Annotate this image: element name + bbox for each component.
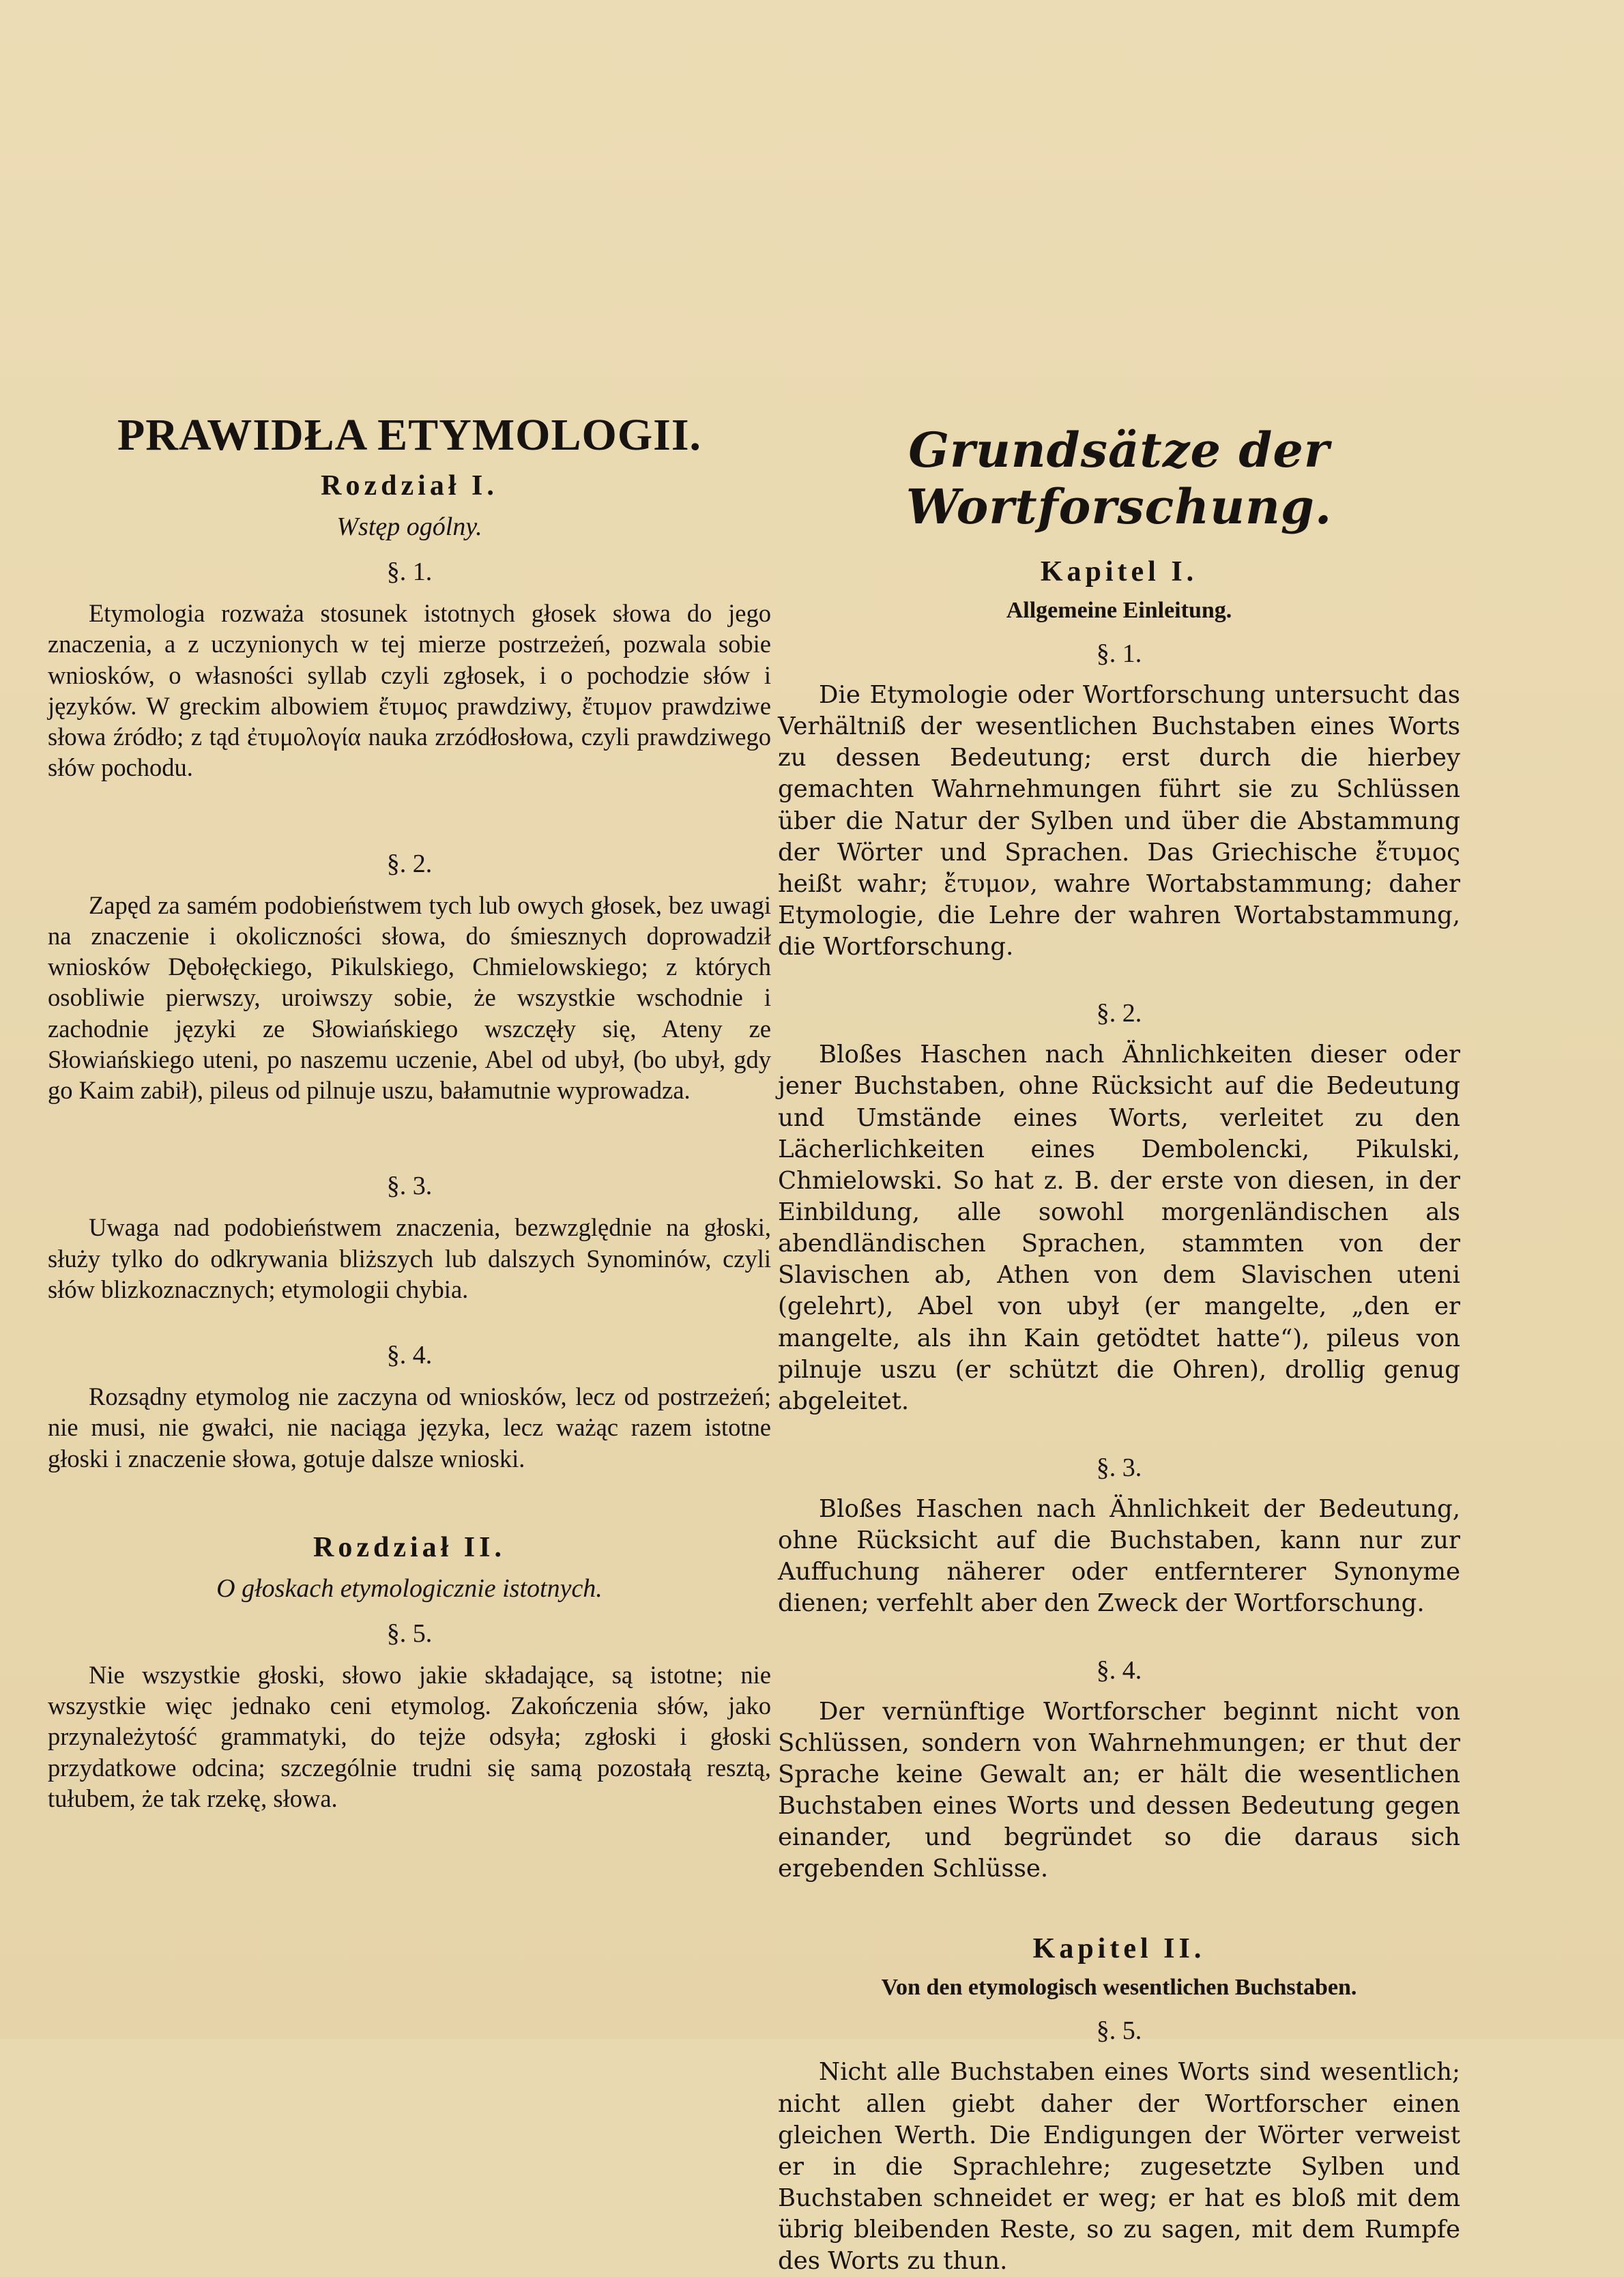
polish-section-2-text: Zapęd za samém podobieństwem tych lub owych głosek, bez uwagi na znaczenie i okoliczności słowa, do śmiesznych doprowadził wniosków Dębołęckiego, Pikulskiego, Chmielowskiego; z których osobliwie pierwszy, uroiwszy sobie, że wszystkie wschodnie i zachodnie języki ze Słowiańskiego wszczęły się, Ateny ze Słowiańskiego uteni, po naszemu uczenie, Abel od ubył, (bo ubył, gdy go Kaim zabił), pileus od pilnuje uszu, bałamutnie wyprowadza. [48, 890, 771, 1104]
polish-chapter-1-heading: Rozdział I. [321, 470, 498, 502]
polish-title: PRAWIDŁA ETYMOLOGII. [117, 410, 702, 460]
polish-chapter-2-heading: Rozdział II. [313, 1531, 506, 1563]
polish-chapter-2-subtitle: O głoskach etymologicznie istotnych. [216, 1573, 603, 1603]
polish-section-5-number: §. 5. [386, 1619, 433, 1648]
polish-section-5-text: Nie wszystkie głoski, słowo jakie składające, są istotne; nie wszystkie więc jednako ceni etymolog. Zakończenia słów, jako przynależytość grammatyki, do tejże odsyła; zgłoski i głoski przydatkowe odcina; szczególnie trudni się samą pozostałą resztą, tułubem, że tak rzekę, słowa. [48, 1660, 771, 1812]
german-section-4-text: Der vernünftige Wortforscher beginnt nicht von Schlüssen, sondern von Wahrnehmungen; er thut der Sprache keine Gewalt an; er hält die wesentlichen Buchstaben eines Worts und dessen Bedeutung gegen einander, und begründet so die daraus sich ergebenden Schlüsse. [778, 1697, 1460, 1883]
polish-section-3-text: Uwaga nad podobieństwem znaczenia, bezwzględnie na głoski, służy tylko do odkrywania bliższych lub dalszych Synominów, czyli słów blizkoznacznych; etymologii chybia. [48, 1213, 771, 1303]
german-section-2-text: Bloßes Haschen nach Ähnlichkeiten dieser oder jener Buchstaben, ohne Rücksicht auf die Bedeutung und Umstände eines Worts, verleitet zu den Lächerlichkeiten eines Dembolencki, Pikulski, Chmielowski. So hat z. B. der erste von diesen, in der Einbildung, alle sowohl morgenländischen als abendländischen Sprachen, stammten von der Slavischen ab, Athen von dem Slavischen uteni (gelehrt), Abel von ubył (er mangelte, „den er mangelte, als ihn Kain getödtet hatte“), pileus von pilnuje uszu (er schützt die Ohren), drollig genug abgeleitet. [778, 1041, 1460, 1415]
polish-section-1-number: §. 1. [386, 557, 433, 586]
german-chapter-1-heading: Kapitel I. [1040, 556, 1198, 588]
polish-section-4-number: §. 4. [386, 1341, 433, 1369]
german-section-1-number: §. 1. [1096, 639, 1142, 668]
german-section-3-text: Bloßes Haschen nach Ähnlichkeit der Bedeutung, ohne Rücksicht auf die Buchstaben, kann nur zur Auffuchung näherer oder entfernterer Synonyme dienen; verfehlt aber den Zweck der Wortforschung. [778, 1494, 1460, 1618]
german-section-4-number: §. 4. [1096, 1655, 1142, 1685]
german-section-5-text: Nicht alle Buchstaben eines Worts sind wesentlich; nicht allen giebt daher der Wortforscher einen gleichen Werth. Die Endigungen der Wörter verweist er in die Sprachlehre; zugesetzte Sylben und Buchstaben schneidet er weg; er hat es bloß mit dem übrig bleibenden Reste, so zu sagen, mit dem Rumpfe des Worts zu thun. [778, 2058, 1460, 2276]
german-title: Grundsätze der Wortforschung. [905, 422, 1333, 535]
german-section-2-number: §. 2. [1096, 999, 1142, 1028]
german-chapter-2-heading: Kapitel II. [1032, 1933, 1206, 1965]
german-chapter-2-subtitle: Von den etymologisch wesentlichen Buchstaben. [881, 1975, 1357, 2001]
polish-section-1-text: Etymologia rozważa stosunek istotnych głosek słowa do jego znaczenia, a z uczynionych w tej mierze postrzeżeń, pozwala sobie wniosków, o własności syllab czyli zgłosek, i o pochodzie słów i języków. W greckim albowiem ἔτυμος prawdziwy, ἔτυμον prawdziwe słowa źródło; z tąd ἐτυμολογία nauka zrzódłosłowa, czyli prawdziwego słów pochodu. [48, 599, 771, 782]
german-column [778, 409, 1460, 2277]
polish-section-2-number: §. 2. [386, 849, 433, 878]
german-section-5-number: §. 5. [1096, 2016, 1142, 2046]
polish-chapter-1-subtitle: Wstęp ogólny. [336, 512, 482, 541]
german-section-1-text: Die Etymologie oder Wortforschung untersucht das Verhältniß der wesentlichen Buchstaben eines Worts zu dessen Bedeutung; erst durch die hierbey gemachten Wahrnehmungen führt sie zu Schlüssen über die Natur der Sylben und über die Abstammung der Wörter und Sprachen. Das Griechische ἔτυμος heißt wahr; ἔτυμον, wahre Wortabstammung; daher Etymologie, die Lehre der wahren Wortabstammung, die Wortforschung. [778, 681, 1460, 961]
polish-section-4-text: Rozsądny etymolog nie zaczyna od wniosków, lecz od postrzeżeń; nie musi, nie gwałci, nie naciąga języka, lecz ważąc razem istotne głoski i znaczenie słowa, gotuje dalsze wnioski. [48, 1382, 771, 1473]
polish-section-3-number: §. 3. [386, 1172, 433, 1201]
german-section-3-number: §. 3. [1096, 1453, 1142, 1482]
german-chapter-1-subtitle: Allgemeine Einleitung. [1006, 598, 1232, 623]
polish-column [48, 409, 771, 1814]
